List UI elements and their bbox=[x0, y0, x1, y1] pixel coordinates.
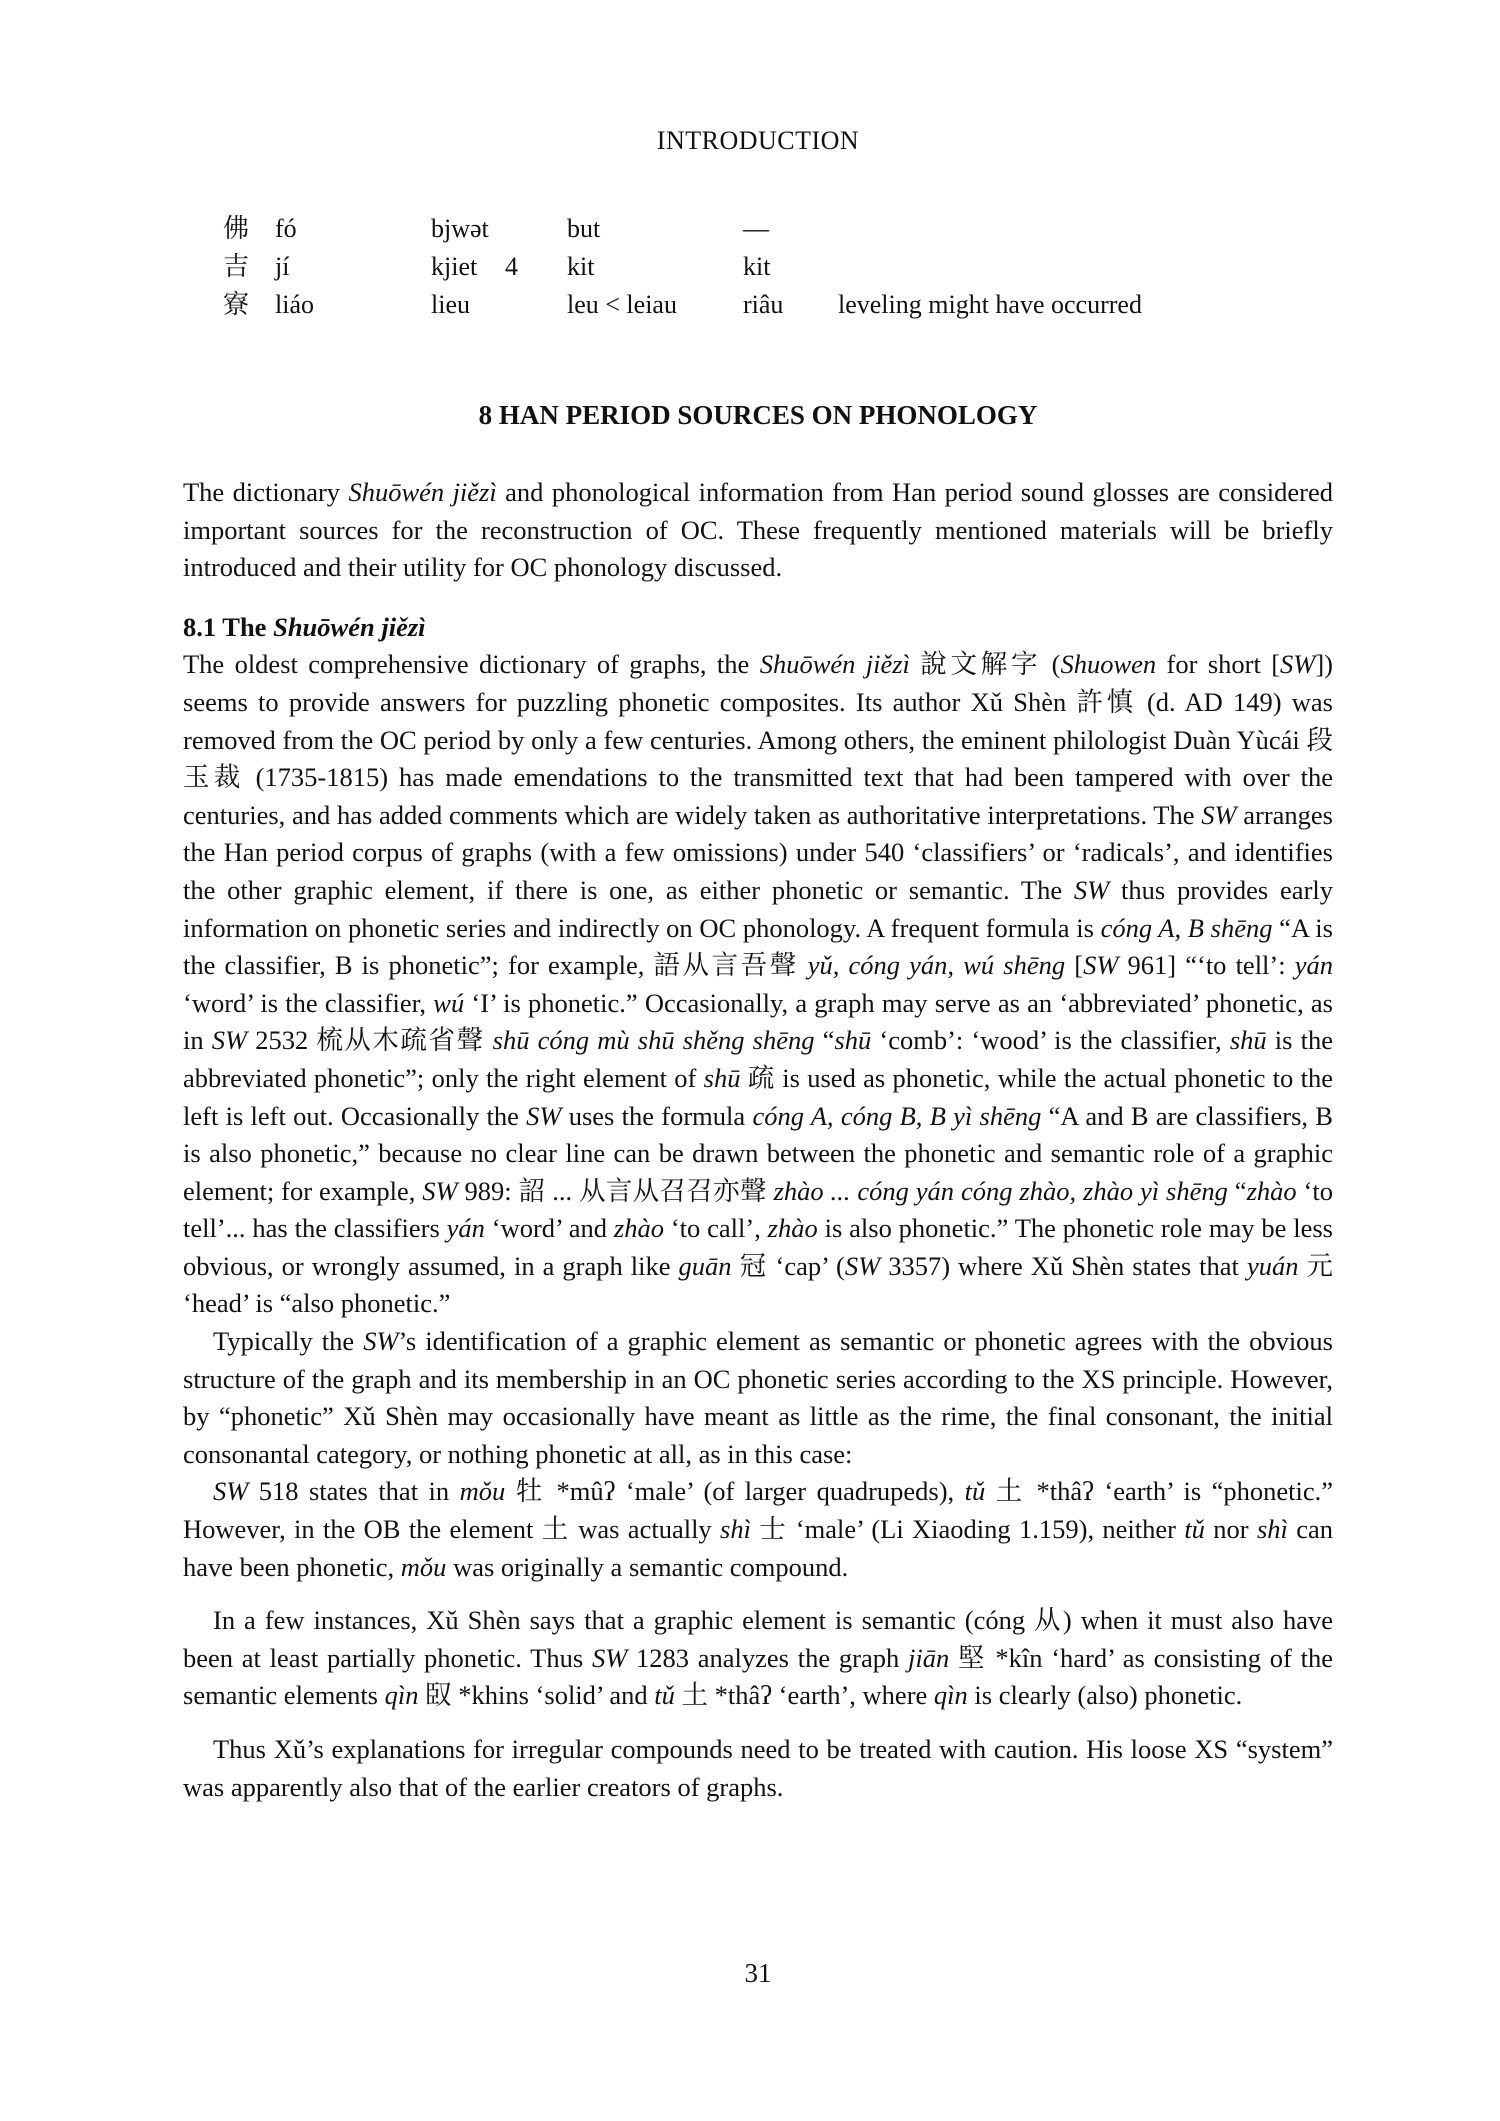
middle-chinese-cell: bjwət bbox=[431, 214, 489, 243]
page-number: 31 bbox=[744, 1958, 772, 1988]
italic-run: qìn bbox=[384, 1680, 419, 1711]
pinyin-cell: liáo bbox=[275, 290, 314, 319]
italic-run: yán bbox=[446, 1213, 485, 1244]
table-row bbox=[223, 248, 1323, 286]
reading-table bbox=[223, 210, 1323, 324]
italic-run: zhào bbox=[613, 1213, 664, 1244]
italic-run: shì bbox=[1256, 1514, 1288, 1545]
later-han-cell: but bbox=[567, 214, 601, 243]
italic-run: cóng A, cóng B, B yì shēng bbox=[752, 1100, 1042, 1131]
italic-run: tǔ bbox=[964, 1476, 986, 1507]
graph-cell: 吉 bbox=[223, 252, 250, 281]
italic-run: tǔ bbox=[654, 1680, 675, 1711]
table-row bbox=[223, 210, 1323, 248]
italic-run: mǒu bbox=[459, 1476, 506, 1507]
italic-run: tǔ bbox=[1184, 1514, 1205, 1545]
italic-run: shū bbox=[1229, 1025, 1267, 1056]
graph-cell: 寮 bbox=[223, 290, 250, 319]
italic-run: shì bbox=[720, 1514, 751, 1545]
body-paragraph: Typically the SW’s identification of a graphic element as semantic or phonetic agrees with the obvious structure of the graph and its membership in an OC phonetic series according to the XS principle. However, by “phonetic” Xǔ Shèn may occasionally have meant as little as the rime, the final consonant, the initial consonantal category, or nothing phonetic at all, as in this case: bbox=[183, 1326, 1333, 1469]
italic-run: qìn bbox=[933, 1680, 968, 1711]
later-han-cell: kit bbox=[567, 252, 595, 281]
section-heading: 8 HAN PERIOD SOURCES ON PHONOLOGY bbox=[478, 400, 1038, 430]
italic-run: guān bbox=[678, 1250, 732, 1281]
italic-run: zhào ... cóng yán cóng zhào, zhào yì shēng bbox=[773, 1175, 1228, 1206]
body-paragraph: In a few instances, Xǔ Shèn says that a graphic element is semantic (cóng 从) when it must also have been at least partially phonetic. Thus SW 1283 analyzes the graph jiān 堅 *kîn ‘hard’ as consisting of the semantic elements qìn 臤 *khins ‘solid’ and tǔ 土 *thâʔ ‘earth’, where qìn is clearly (also) phonetic. bbox=[183, 1605, 1334, 1711]
old-chinese-cell: kit bbox=[743, 252, 771, 281]
italic-run: yuán bbox=[1246, 1250, 1299, 1281]
body-paragraph: Thus Xǔ’s explanations for irregular compounds need to be treated with caution. His loose XS “system” was apparently also that of the earlier creators of graphs. bbox=[183, 1734, 1333, 1802]
italic-run: shū bbox=[834, 1025, 872, 1056]
italic-run: yán bbox=[1294, 950, 1334, 981]
italic-run: SW bbox=[363, 1326, 399, 1357]
italic-run: SW bbox=[1083, 950, 1119, 981]
italic-run: zhào bbox=[767, 1213, 818, 1244]
subsection-number: 8.1 The bbox=[183, 611, 274, 642]
old-chinese-cell: riâu bbox=[743, 290, 784, 319]
subsection-heading bbox=[183, 609, 1333, 647]
running-head: INTRODUCTION bbox=[656, 126, 860, 155]
middle-chinese-cell: lieu bbox=[431, 290, 470, 319]
italic-run: cóng A, B shēng bbox=[1100, 912, 1273, 943]
later-han-cell: leu < leiau bbox=[567, 290, 677, 319]
italic-run: SW bbox=[211, 1025, 248, 1056]
italic-run: SW bbox=[213, 1476, 249, 1507]
italic-run: Shuōwén jiězì bbox=[348, 477, 497, 507]
intro-paragraph: The dictionary Shuōwén jiězì and phonological information from Han period sound glosses are considered important sources for the reconstruction of OC. These frequently mentioned materials will be briefly introduced and their utility for OC phonology discussed. bbox=[183, 477, 1333, 583]
italic-run: SW bbox=[844, 1250, 881, 1281]
middle-chinese-cell: kjiet bbox=[431, 252, 478, 281]
page bbox=[183, 0, 1333, 2121]
italic-run: SW bbox=[591, 1642, 628, 1673]
body-text bbox=[183, 474, 1333, 1806]
italic-run: yǔ, cóng yán, wú shēng bbox=[807, 950, 1066, 981]
italic-run: mǒu bbox=[400, 1551, 447, 1582]
italic-run: shū cóng mù shū shěng shēng bbox=[492, 1025, 815, 1056]
old-chinese-cell: — bbox=[743, 214, 769, 243]
note-cell: leveling might have occurred bbox=[838, 290, 1142, 319]
pinyin-cell: jí bbox=[275, 252, 290, 281]
subsection-title: Shuōwén jiězì bbox=[273, 611, 426, 642]
italic-run: Shuōwén jiězì bbox=[759, 649, 910, 680]
italic-run: jiān bbox=[907, 1642, 950, 1673]
italic-run: SW bbox=[1280, 649, 1316, 680]
italic-run: wú bbox=[433, 987, 465, 1018]
division-cell: 4 bbox=[505, 252, 518, 281]
italic-run: Shuowen bbox=[1060, 649, 1157, 680]
italic-run: SW bbox=[422, 1175, 458, 1206]
italic-run: shū bbox=[703, 1062, 741, 1093]
table-row bbox=[223, 286, 1323, 324]
italic-run: SW bbox=[1201, 799, 1237, 830]
graph-cell: 佛 bbox=[223, 214, 250, 243]
body-paragraph: The oldest comprehensive dictionary of graphs, the Shuōwén jiězì 說文解字 (Shuowen for short [SW]) seems to provide answers for puzzling phonetic composites. Its author Xǔ Shèn 許慎 (d. AD 149) was removed from the OC period by only a few centuries. Among others, the eminent philologist Duàn Yùcái 段玉裁 (1735-1815) has made emendations to the transmitted text that had been tampered with over the centuries, and has added comments which are widely taken as authoritative interpretations. The SW arranges the Han period corpus of graphs (with a few omissions) under 540 ‘classifiers’ or ‘radicals’, and identifies the other graphic element, if there is one, as either phonetic or semantic. The SW thus provides early information on phonetic series and indirectly on OC phonology. A frequent formula is cóng A, B shēng “A is the classifier, B is phonetic”; for example, 語从言吾聲 yǔ, cóng yán, wú shēng [SW 961] “‘to tell’: yán ‘word’ is the classifier, wú ‘I’ is phonetic.” Occasionally, a graph may serve as an ‘abbreviated’ phonetic, as in SW 2532 梳从木疏省聲 shū cóng mù shū shěng shēng “shū ‘comb’: ‘wood’ is the classifier, shū is the abbreviated phonetic”; only the right element of shū 疏 is used as phonetic, while the actual phonetic to the left is left out. Occasionally the SW uses the formula cóng A, cóng B, B yì shēng “A and B are classifiers, B is also phonetic,” because no clear line can be drawn between the phonetic and semantic role of a graphic element; for example, SW 989: 詔 ... 从言从召召亦聲 zhào ... cóng yán cóng zhào, zhào yì shēng “zhào ‘to tell’... has the classifiers yán ‘word’ and zhào ‘to call’, zhào is also phonetic.” The phonetic role may be less obvious, or wrongly assumed, in a graph like guān 冠 ‘cap’ (SW 3357) where Xǔ Shèn states that yuán 元 ‘head’ is “also phonetic.” bbox=[183, 649, 1334, 1319]
italic-run: SW bbox=[526, 1100, 562, 1131]
pinyin-cell: fó bbox=[275, 214, 297, 243]
italic-run: SW bbox=[1073, 874, 1110, 905]
italic-run: zhào bbox=[1246, 1175, 1297, 1206]
body-paragraph: SW 518 states that in mǒu 牡 *mûʔ ‘male’ (of larger quadrupeds), tǔ 土 *thâʔ ‘earth’ is “phonetic.” However, in the OB the element 土 was actually shì 士 ‘male’ (Li Xiaoding 1.159), neither tǔ nor shì can have been phonetic, mǒu was originally a semantic compound. bbox=[183, 1476, 1334, 1582]
